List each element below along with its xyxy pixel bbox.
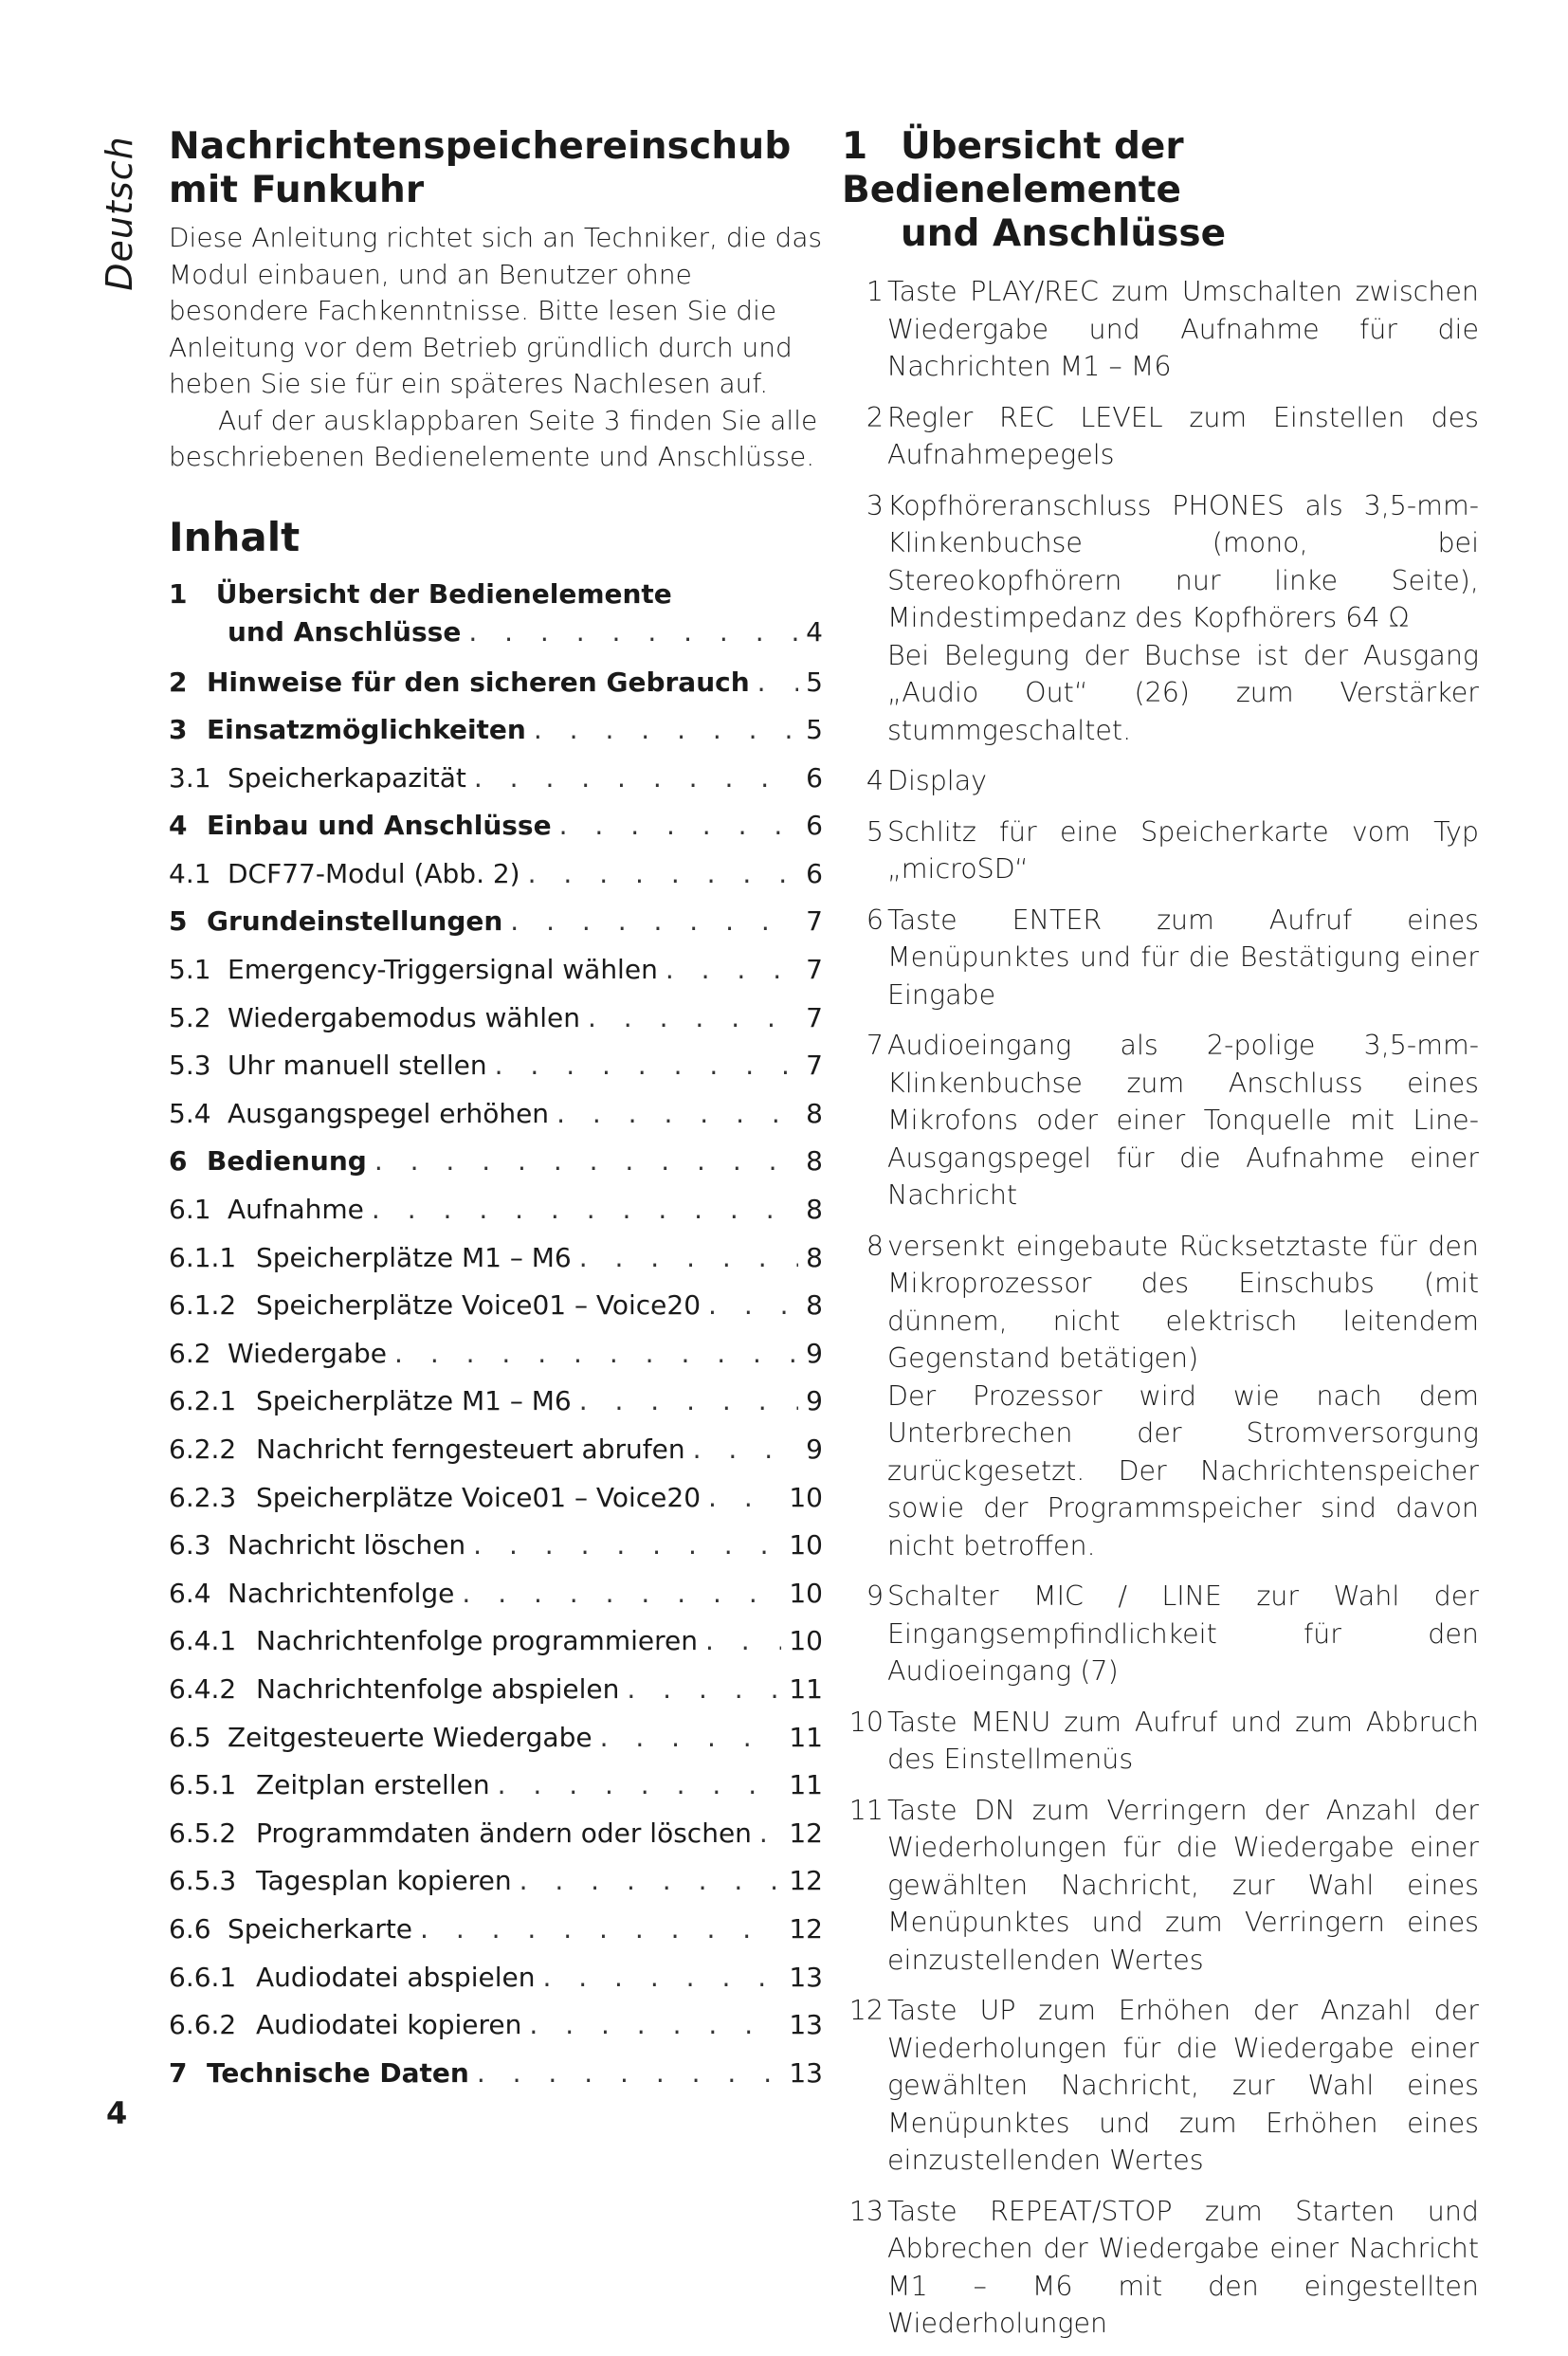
toc-entry-label: Nachrichtenfolge [228, 1577, 455, 1609]
toc-entry-label: Audiodatei kopieren [256, 2009, 522, 2041]
toc-leader-dots [579, 1234, 798, 1283]
toc-leader-dots [600, 1714, 782, 1762]
control-item [842, 1027, 1479, 1215]
control-item-number: 9 [866, 1580, 884, 1612]
toc-entry-number: 6.1.1 [169, 1241, 237, 1273]
toc-entry-number: 3 [169, 714, 188, 746]
toc-entry-number: 6.2 [169, 1337, 211, 1369]
toc-entry-number: 6.2.1 [169, 1385, 237, 1417]
section-number: 1 [842, 125, 868, 168]
control-item-text [887, 1704, 1479, 1779]
control-item-number: 10 [848, 1706, 884, 1738]
toc-entry-page: 7 [806, 954, 823, 986]
toc-leader-dots [757, 659, 799, 707]
toc-entry[interactable] [169, 1906, 823, 1954]
control-item [842, 487, 1479, 750]
control-item-description: Audioeingang als 2-polige 3,5-mm-Klinkenbuchse zum Anschluss eines Mikrofons oder einer Tonquelle mit Line-Ausgangspegel für die Aufnahme einer Nachricht [887, 1030, 1479, 1211]
toc-entry-label: Zeitplan erstellen [256, 1769, 490, 1801]
toc-entry-label: Aufnahme [228, 1194, 364, 1226]
toc-leader-dots [579, 1378, 798, 1426]
toc-entry-page: 11 [789, 1721, 823, 1753]
toc-leader-dots [693, 1426, 799, 1474]
toc-entry[interactable] [169, 1714, 823, 1762]
toc-entry-number: 6.6 [169, 1912, 211, 1945]
control-item-description: versenkt eingebaute Rücksetztaste für den Mikroprozessor des Einschubs (mit dünnem, nicht elektrisch leitendem Gegenstand betätigen) [887, 1230, 1479, 1374]
toc-entry-page: 7 [806, 1050, 823, 1082]
toc-leader-dots [705, 1617, 781, 1666]
toc-entry-page: 13 [789, 1961, 823, 1993]
toc-entry-page: 8 [806, 1097, 823, 1129]
control-item [842, 273, 1479, 386]
toc-entry[interactable] [169, 1810, 823, 1858]
toc-entry[interactable] [169, 1090, 823, 1139]
toc-leader-dots [559, 802, 799, 850]
control-item-note: Der Prozessor wird wie nach dem Unterbrechen der Stromversorgung zurückgesetzt. Der Nachrichtenspeicher sowie der Programmspeicher sind davon nicht betroffen. [887, 1379, 1479, 1562]
control-item-description: Display [887, 765, 988, 796]
control-item-text [887, 813, 1479, 888]
control-item-number: 5 [866, 815, 884, 848]
toc-entry-label: Uhr manuell stellen [228, 1050, 487, 1082]
toc-entry-number: 6.6.2 [169, 2009, 237, 2041]
toc-entry-label: Übersicht der Bedienelemente [215, 577, 672, 610]
left-column [169, 125, 823, 2097]
control-item-number: 13 [848, 2195, 884, 2227]
toc-entry-label: Speicherplätze Voice01 – Voice20 [256, 1289, 702, 1322]
control-item-number: 8 [866, 1230, 884, 1262]
control-item [842, 1228, 1479, 1565]
control-item [842, 813, 1479, 888]
toc-entry-label: Nachricht löschen [228, 1529, 466, 1562]
toc-entry-label: Speicherplätze M1 – M6 [256, 1241, 572, 1273]
control-item-text [887, 1228, 1479, 1565]
control-item-description: Taste MENU zum Aufruf und zum Abbruch des Einstellmenüs [887, 1706, 1479, 1775]
toc-entry-page: 9 [806, 1385, 823, 1417]
toc-entry-page: 6 [806, 761, 823, 794]
toc-entry[interactable] [169, 2001, 823, 2050]
toc-entry-label: Wiedergabe [228, 1337, 388, 1369]
toc-leader-dots [495, 1042, 799, 1090]
control-item-text [887, 902, 1479, 1014]
toc-entry[interactable] [169, 1042, 823, 1090]
toc-entry-label: Einsatzmöglichkeiten [207, 714, 526, 746]
toc-entry-page: 13 [789, 2009, 823, 2041]
toc-entry[interactable] [169, 1426, 823, 1474]
toc-entry[interactable] [169, 659, 823, 707]
toc-leader-dots [372, 1186, 798, 1234]
toc-entry-page: 10 [789, 1481, 823, 1513]
toc-entry-page: 12 [789, 1817, 823, 1849]
toc-entry-number: 5.4 [169, 1097, 211, 1129]
toc-entry-label: Speicherkapazität [228, 761, 466, 794]
toc-entry[interactable] [169, 1330, 823, 1379]
toc-entry-label: Zeitgesteuerte Wiedergabe [228, 1721, 593, 1753]
toc-entry-number: 6.5.3 [169, 1865, 237, 1897]
control-item-description: Taste UP zum Erhöhen der Anzahl der Wiederholungen für die Wiedergabe einer gewählten Nachricht, zur Wahl eines Menüpunktes und zum Erhöhen eines einzustellenden Wertes [887, 1995, 1479, 2176]
toc-leader-dots [420, 1906, 781, 1954]
toc-leader-dots [708, 1474, 781, 1523]
toc-entry-page: 7 [806, 1001, 823, 1033]
toc-entry[interactable] [169, 1186, 823, 1234]
control-item-description: Taste REPEAT/STOP zum Starten und Abbrechen der Wiedergabe einer Nachricht M1 – M6 mit den eingestellten Wiederholungen [887, 2195, 1479, 2339]
toc-entry-page: 6 [806, 857, 823, 889]
toc-entry-label: Speicherplätze Voice01 – Voice20 [256, 1481, 702, 1513]
toc-entry-number: 3.1 [169, 761, 211, 794]
toc-entry-page: 12 [789, 1865, 823, 1897]
toc-entry-page: 10 [789, 1529, 823, 1562]
toc-entry-number: 6.5.1 [169, 1769, 237, 1801]
control-item-number: 3 [866, 489, 884, 521]
toc-entry[interactable] [169, 1282, 823, 1330]
toc-entry[interactable] [169, 898, 823, 946]
toc-entry[interactable] [169, 1617, 823, 1666]
control-item-number: 4 [866, 765, 884, 796]
toc-entry-page: 4 [806, 615, 823, 648]
toc-entry[interactable] [169, 706, 823, 755]
toc-entry-page: 7 [806, 905, 823, 938]
toc-leader-dots [477, 2050, 782, 2098]
toc-entry-page: 8 [806, 1241, 823, 1273]
toc-entry-number: 6.5 [169, 1721, 211, 1753]
toc-entry-page: 5 [806, 666, 823, 698]
toc-entry-number: 4 [169, 810, 188, 842]
control-item [842, 762, 1479, 800]
toc-leader-dots [665, 946, 798, 995]
toc-leader-dots [529, 2001, 781, 2050]
control-item-number: 7 [866, 1030, 884, 1061]
control-item [842, 1704, 1479, 1779]
control-item-text [887, 1792, 1479, 1980]
intro-paragraph-1: Diese Anleitung richtet sich an Techniker, die das Modul einbauen, und an Benutzer ohne besondere Fachkenntnisse. Bitte lesen Sie die Anleitung vor dem Betrieb gründlich durch und heben Sie sie für ein späteres Nachlesen auf. [169, 222, 823, 399]
toc-entry-number: 2 [169, 666, 188, 698]
document-title-line1: Nachrichtenspeichereinschub [169, 125, 792, 168]
control-item [842, 1792, 1479, 1980]
toc-entry-label: Grundeinstellungen [207, 905, 503, 938]
toc-entry-label: DCF77-Modul (Abb. 2) [228, 857, 520, 889]
toc-entry[interactable] [169, 1762, 823, 1810]
toc-leader-dots [462, 1570, 781, 1618]
controls-list [842, 273, 1479, 2343]
toc-entry-label: Tagesplan kopieren [256, 1865, 512, 1897]
control-item-text [887, 1992, 1479, 2180]
toc-entry-page: 8 [806, 1145, 823, 1178]
toc-entry-number: 6.1.2 [169, 1289, 237, 1322]
toc-entry-page: 8 [806, 1194, 823, 1226]
toc-entry[interactable] [169, 755, 823, 803]
toc-entry-number: 6.4.2 [169, 1672, 237, 1705]
control-item-text [887, 1578, 1479, 1690]
toc-entry-number: 4.1 [169, 857, 211, 889]
toc-entry[interactable] [169, 995, 823, 1043]
toc-entry-page: 9 [806, 1337, 823, 1369]
toc-leader-dots [498, 1762, 782, 1810]
toc-leader-dots [534, 706, 798, 755]
section-title-line2: und Anschlüsse [901, 212, 1227, 255]
toc-entry-number: 6.1 [169, 1194, 211, 1226]
toc-entry-page: 10 [789, 1625, 823, 1657]
toc-leader-dots [520, 1857, 782, 1906]
control-item-number: 12 [848, 1995, 884, 2026]
toc-leader-dots [394, 1330, 798, 1379]
control-item [842, 2193, 1479, 2343]
toc-entry[interactable] [169, 1234, 823, 1283]
toc-leader-dots [473, 1522, 781, 1570]
toc-entry-label: Bedienung [207, 1145, 367, 1178]
document-title-line2: mit Funkuhr [169, 169, 425, 211]
toc-leader-dots [510, 898, 798, 946]
toc-entry[interactable] [169, 1857, 823, 1906]
toc-entry-number: 6.4.1 [169, 1625, 237, 1657]
toc-entry-page: 10 [789, 1577, 823, 1609]
toc-entry[interactable] [169, 1138, 823, 1186]
toc-entry-label: Hinweise für den sicheren Gebrauch [207, 666, 750, 698]
control-item-description: Regler REC LEVEL zum Einstellen des Aufnahmepegels [887, 401, 1479, 470]
toc-entry-number: 7 [169, 2056, 188, 2089]
toc-leader-dots [588, 995, 798, 1043]
toc-leader-dots [627, 1666, 781, 1714]
toc-heading: Inhalt [169, 513, 301, 560]
section-heading [842, 125, 1479, 256]
toc-leader-dots [474, 755, 798, 803]
toc-entry-label: Einbau und Anschlüsse [207, 810, 552, 842]
toc-entry[interactable] [169, 850, 823, 899]
toc-entry-label: Nachricht ferngesteuert abrufen [256, 1434, 685, 1465]
toc-leader-dots [468, 613, 798, 651]
control-item-text [887, 487, 1479, 750]
toc-leader-dots [759, 1810, 781, 1858]
toc-leader-dots [542, 1954, 781, 2002]
toc-entry-number: 6.2.3 [169, 1481, 237, 1513]
toc-entry[interactable] [169, 1474, 823, 1523]
control-item-description: Kopfhöreranschluss PHONES als 3,5-mm-Klinkenbuchse (mono, bei Stereokopfhörern nur linke Seite), Mindestimpedanz des Kopfhörers 64 Ω [887, 489, 1479, 633]
section-title-line1: Übersicht der Bedienelemente [842, 125, 1184, 211]
toc-entry-number: 6.6.1 [169, 1961, 237, 1993]
control-item-note: Bei Belegung der Buchse ist der Ausgang „Audio Out“ (26) zum Verstärker stummgeschaltet. [887, 639, 1479, 746]
control-item-description: Taste ENTER zum Aufruf eines Menüpunktes und für die Bestätigung einer Eingabe [887, 904, 1479, 1011]
control-item-text [887, 2193, 1479, 2343]
control-item [842, 1992, 1479, 2180]
control-item-number: 1 [866, 276, 884, 307]
control-item-number: 2 [866, 401, 884, 433]
toc-entry-number: 5.2 [169, 1001, 211, 1033]
toc-entry[interactable] [169, 2050, 823, 2098]
toc-entry-page: 12 [789, 1912, 823, 1945]
toc-entry-page: 11 [789, 1672, 823, 1705]
toc-entry-label: Wiedergabemodus wählen [228, 1001, 580, 1033]
language-tab [95, 133, 144, 294]
toc-entry-label: Technische Daten [207, 2056, 469, 2089]
toc-entry-number: 5.3 [169, 1050, 211, 1082]
toc-leader-dots [556, 1090, 798, 1139]
toc-leader-dots [708, 1282, 798, 1330]
control-item [842, 399, 1479, 474]
toc-entry-label: Speicherkarte [228, 1912, 413, 1945]
toc-entry-page: 9 [806, 1434, 823, 1465]
toc-entry-label-cont: und Anschlüsse [228, 615, 462, 648]
toc-entry-label: Emergency-Triggersignal wählen [228, 954, 658, 986]
toc-entry-page: 5 [806, 714, 823, 746]
toc-entry[interactable] [169, 946, 823, 995]
toc-entry-number: 6.4 [169, 1577, 211, 1609]
control-item [842, 1578, 1479, 1690]
control-item-text [887, 762, 1479, 800]
toc-entry[interactable] [169, 1666, 823, 1714]
control-item-text [887, 1027, 1479, 1215]
control-item-text [887, 273, 1479, 386]
control-item-description: Schalter MIC / LINE zur Wahl der Eingangsempfindlichkeit für den Audioeingang (7) [887, 1580, 1479, 1687]
toc-entry-number: 6.3 [169, 1529, 211, 1562]
page-number: 4 [106, 2095, 128, 2131]
right-column [842, 125, 1479, 2356]
control-item-text [887, 399, 1479, 474]
toc-entry-number: 5 [169, 905, 188, 938]
toc-leader-dots [374, 1138, 798, 1186]
toc-entry-label: Programmdaten ändern oder löschen [256, 1817, 752, 1849]
document-title [169, 125, 823, 212]
toc-entry-label: Speicherplätze M1 – M6 [256, 1385, 572, 1417]
control-item-description: Schlitz für eine Speicherkarte vom Typ „microSD“ [887, 815, 1479, 885]
toc-entry[interactable] [169, 1570, 823, 1618]
toc-leader-dots [528, 850, 799, 899]
toc-entry[interactable] [169, 1522, 823, 1570]
toc-entry-number: 5.1 [169, 954, 211, 986]
toc-entry-number: 6.2.2 [169, 1434, 237, 1465]
toc-entry[interactable] [169, 1954, 823, 2002]
intro-paragraph-2: Auf der ausklappbaren Seite 3 finden Sie alle beschriebenen Bedienelemente und Anschlüsse. [169, 404, 818, 472]
toc-entry-number: 6.5.2 [169, 1817, 237, 1849]
toc-entry-page: 6 [806, 810, 823, 842]
toc-entry-number: 6 [169, 1145, 188, 1178]
control-item-description: Taste DN zum Verringern der Anzahl der Wiederholungen für die Wiedergabe einer gewählten Nachricht, zur Wahl eines Menüpunktes und zum Verringern eines einzustellenden Wertes [887, 1794, 1479, 1976]
control-item-number: 6 [866, 904, 884, 936]
toc-entry-page: 11 [789, 1769, 823, 1801]
toc-entry-label: Ausgangspegel erhöhen [228, 1097, 550, 1129]
control-item-description: Taste PLAY/REC zum Umschalten zwischen Wiedergabe und Aufnahme für die Nachrichten M1 – M6 [887, 276, 1479, 382]
toc-entry-label: Nachrichtenfolge programmieren [256, 1625, 698, 1657]
toc-entry-label: Nachrichtenfolge abspielen [256, 1672, 620, 1705]
toc-entry[interactable] [169, 1378, 823, 1426]
toc-entry-page: 13 [789, 2056, 823, 2089]
control-item [842, 902, 1479, 1014]
control-item-number: 11 [848, 1794, 884, 1826]
toc-entry-page: 8 [806, 1289, 823, 1322]
toc-entry-number: 1 [169, 577, 188, 610]
language-tab-label: Deutsch [99, 136, 140, 291]
toc-entry-label: Audiodatei abspielen [256, 1961, 536, 1993]
table-of-contents [169, 575, 823, 2098]
toc-entry[interactable] [169, 802, 823, 850]
toc-entry[interactable] [169, 575, 823, 651]
